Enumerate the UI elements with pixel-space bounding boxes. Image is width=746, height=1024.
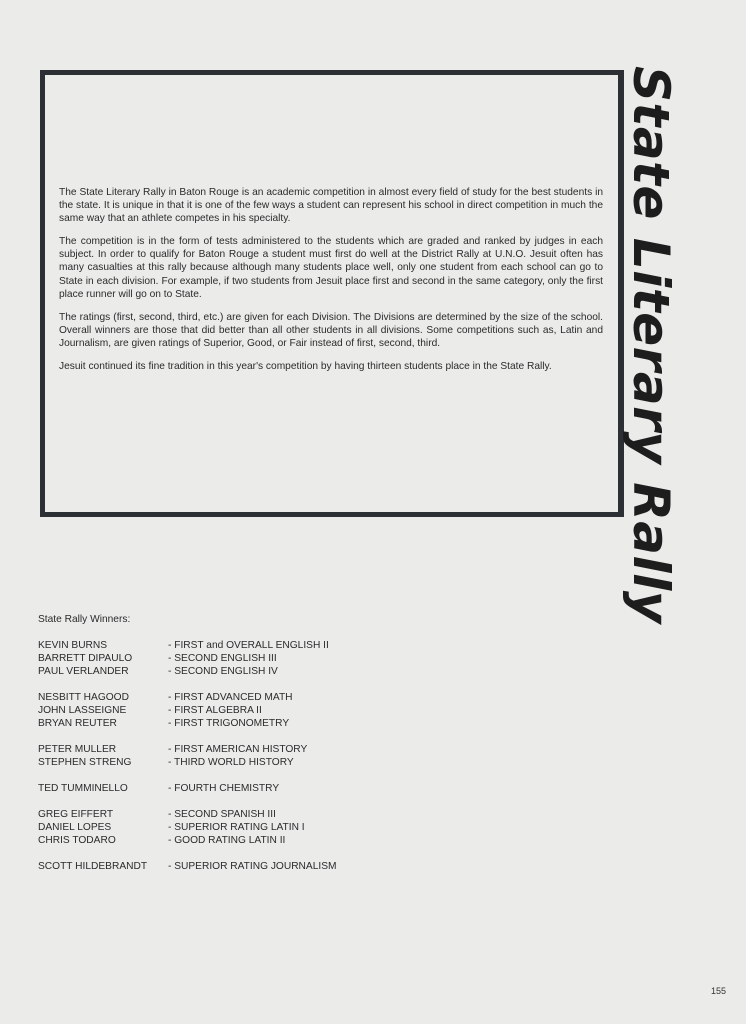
intro-paragraph-1: The State Literary Rally in Baton Rouge is an academic competition in almost every field of study for the best students in the state. It is unique in that it is one of the few ways a student can represent his school in direct competition in much the same way that an athlete competes in his specialty. <box>59 187 603 225</box>
winner-award: - SECOND ENGLISH IV <box>168 666 278 677</box>
winner-row <box>38 704 337 717</box>
winner-name: CHRIS TODARO <box>38 835 116 846</box>
intro-paragraph-3: The ratings (first, second, third, etc.) are given for each Division. The Divisions are determined by the size of the school. Overall winners are those that did better than all other students in all divisions. Some competitions such as, Latin and Journalism, are given ratings of Superior, Good, or Fair instead of first, second, third. <box>59 311 603 349</box>
intro-paragraph-2: The competition is in the form of tests administered to the students which are graded and ranked by judges in each subject. In order to qualify for Baton Rouge a student must first do well at the District Rally at U.N.O. Jesuit often has many casualties at this rally because although many students place well, only one student from each school can go to State in each division. For example, if two students from Jesuit place first and second in the same category, only the first place runner will go on to State. <box>59 236 603 300</box>
winner-name: BARRETT DIPAULO <box>38 653 133 664</box>
winner-award: - GOOD RATING LATIN II <box>168 835 286 846</box>
intro-paragraph-4: Jesuit continued its fine tradition in this year's competition by having thirteen students place in the State Rally. <box>59 361 552 373</box>
winner-row <box>38 743 337 756</box>
winner-name: NESBITT HAGOOD <box>38 692 129 703</box>
winners-group <box>38 808 337 847</box>
winner-name: KEVIN BURNS <box>38 640 108 651</box>
page-title-text: State Literary Rally <box>622 66 680 624</box>
winners-group <box>38 743 337 769</box>
winner-row <box>38 652 337 665</box>
winner-row <box>38 782 337 795</box>
winner-row <box>38 717 337 730</box>
winner-row <box>38 808 337 821</box>
winner-award: - FIRST AMERICAN HISTORY <box>168 744 308 755</box>
winner-name: STEPHEN STRENG <box>38 757 132 768</box>
winner-award: - SECOND ENGLISH III <box>168 653 277 664</box>
winner-name: BRYAN REUTER <box>38 718 117 729</box>
winners-heading: State Rally Winners: <box>38 614 131 625</box>
winner-row <box>38 665 337 678</box>
winner-award: - FIRST ALGEBRA II <box>168 705 262 716</box>
winner-name: PAUL VERLANDER <box>38 666 129 677</box>
winner-award: - FOURTH CHEMISTRY <box>168 783 280 794</box>
winner-award: - FIRST TRIGONOMETRY <box>168 718 290 729</box>
winners-group <box>38 860 337 873</box>
winner-name: DANIEL LOPES <box>38 822 112 833</box>
winners-group <box>38 782 337 795</box>
winner-award: - THIRD WORLD HISTORY <box>168 757 294 768</box>
winner-row <box>38 639 337 652</box>
winner-award: - FIRST and OVERALL ENGLISH II <box>168 640 329 651</box>
winner-name: SCOTT HILDEBRANDT <box>38 861 148 872</box>
page-number: 155 <box>711 986 727 996</box>
winner-award: - SUPERIOR RATING JOURNALISM <box>168 861 337 872</box>
winner-row <box>38 691 337 704</box>
winner-name: PETER MULLER <box>38 744 117 755</box>
winners-list <box>38 614 337 886</box>
winner-name: TED TUMMINELLO <box>38 783 128 794</box>
winners-group <box>38 691 337 730</box>
winner-row <box>38 834 337 847</box>
winner-name: GREG EIFFERT <box>38 809 114 820</box>
winner-row <box>38 756 337 769</box>
winner-award: - SECOND SPANISH III <box>168 809 276 820</box>
winner-award: - FIRST ADVANCED MATH <box>168 692 293 703</box>
intro-text <box>59 186 603 383</box>
winner-row <box>38 860 337 873</box>
winner-award: - SUPERIOR RATING LATIN I <box>168 822 305 833</box>
winners-group <box>38 639 337 678</box>
winner-name: JOHN LASSEIGNE <box>38 705 127 716</box>
winner-row <box>38 821 337 834</box>
page-title <box>616 66 686 666</box>
